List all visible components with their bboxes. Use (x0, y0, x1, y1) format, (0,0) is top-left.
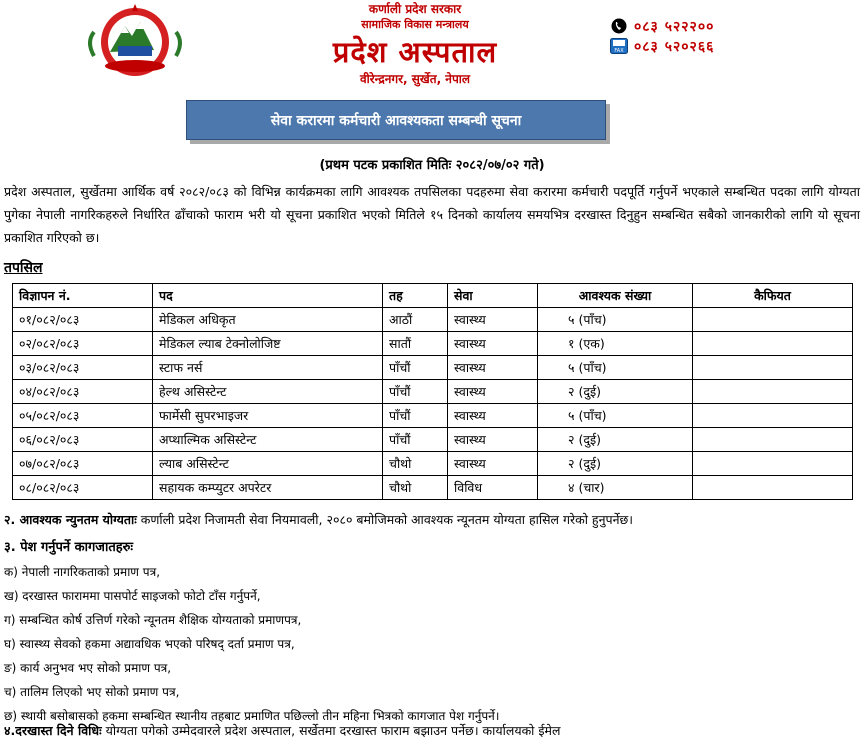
ad-no-cell: ०७/०८२/०८३ (13, 452, 153, 476)
list-item: छ) स्थायी बसोबासको हकमा सम्बन्धित स्थानीय तहबाट प्रमाणित पछिल्लो तीन महिना भित्रको कागजात पेश गर्नुपर्ने। (4, 709, 500, 723)
office-address: वीरेन्द्रनगर, सुर्खेत, नेपाल (359, 72, 471, 86)
level-cell: पाँचौं (383, 380, 448, 404)
service-cell: स्वास्थ्य (448, 308, 538, 332)
government-name: कर्णाली प्रदेश सरकार (368, 2, 462, 16)
count-cell: १ (एक) (538, 332, 693, 356)
ad-no-cell: ०८/०८२/०८३ (13, 476, 153, 500)
post-cell: अप्थाल्मिक असिस्टेन्ट (153, 428, 383, 452)
requirements-label: २. आवश्यक न्युनतम योग्यताः (4, 512, 137, 527)
count-cell: ४ (चार) (538, 476, 693, 500)
service-cell: स्वास्थ्य (448, 452, 538, 476)
ad-no-cell: ०३/०८२/०८३ (13, 356, 153, 380)
office-header (260, 2, 570, 86)
post-cell: ल्याब असिस्टेन्ट (153, 452, 383, 476)
notice-title-box (186, 100, 606, 140)
service-cell: विविध (448, 476, 538, 500)
documents-list (4, 560, 860, 728)
service-cell: स्वास्थ्य (448, 404, 538, 428)
header-required-count: आवश्यक संख्या (538, 284, 693, 308)
header-service: सेवा (448, 284, 538, 308)
table-row (13, 476, 853, 500)
hospital-title: प्रदेश अस्पताल (332, 35, 498, 69)
ad-no-cell: ०४/०८२/०८३ (13, 380, 153, 404)
level-cell: सातौं (383, 332, 448, 356)
header-remarks: कैफियत (693, 284, 853, 308)
application-method (4, 722, 864, 739)
level-cell: पाँचौं (383, 356, 448, 380)
phone-icon (610, 18, 628, 34)
post-cell: सहायक कम्प्युटर अपरेटर (153, 476, 383, 500)
table-row (13, 428, 853, 452)
list-item: क) नेपाली नागरिकताको प्रमाण पत्र, (4, 565, 161, 579)
post-cell: हेल्थ असिस्टेन्ट (153, 380, 383, 404)
count-cell: २ (दुई) (538, 428, 693, 452)
post-cell: मेडिकल ल्याब टेक्नोलोजिष्ट (153, 332, 383, 356)
remarks-cell (693, 308, 853, 332)
table-row (13, 404, 853, 428)
level-cell: पाँचौं (383, 404, 448, 428)
service-cell: स्वास्थ्य (448, 332, 538, 356)
phone-number: ०८३ ५२२२०० (634, 18, 715, 35)
remarks-cell (693, 404, 853, 428)
fax-number: ०८३ ५२०२६६ (634, 38, 715, 55)
table-row (13, 380, 853, 404)
svg-text:FAX: FAX (614, 48, 624, 54)
remarks-cell (693, 356, 853, 380)
level-cell: पाँचौं (383, 428, 448, 452)
post-cell: फार्मेसी सुपरभाइजर (153, 404, 383, 428)
ad-no-cell: ०५/०८२/०८३ (13, 404, 153, 428)
list-item: ख) दरखास्त फाराममा पासपोर्ट साइजको फोटो टाँस गर्नुपर्ने, (4, 589, 261, 603)
table-header-row (13, 284, 853, 308)
contact-block (610, 16, 714, 56)
count-cell: ५ (पाँच) (538, 308, 693, 332)
count-cell: २ (दुई) (538, 380, 693, 404)
list-item: च) तालिम लिएको भए सोको प्रमाण पत्र, (4, 685, 180, 699)
notice-title: सेवा करारमा कर्मचारी आवश्यकता सम्बन्धी सूचना (270, 112, 522, 129)
list-item: ङ) कार्य अनुभव भए सोको प्रमाण पत्र, (4, 661, 172, 675)
count-cell: ५ (पाँच) (538, 404, 693, 428)
service-cell: स्वास्थ्य (448, 428, 538, 452)
requirements-text: कर्णाली प्रदेश निजामती सेवा नियमावली, २०८० बमोजिमको आवश्यक न्यूनतम योग्यता हासिल गरेको हुनुपर्नेछ। (140, 512, 634, 527)
count-cell: २ (दुई) (538, 452, 693, 476)
service-cell: स्वास्थ्य (448, 356, 538, 380)
remarks-cell (693, 332, 853, 356)
remarks-cell (693, 428, 853, 452)
apply-text: योग्यता पगेको उम्मेदवारले प्रदेश अस्पताल, सर्खेतमा दरखास्त फाराम बझाउन पर्नेछ। कार्यालयको ईमेल (105, 723, 561, 738)
level-cell: चौथो (383, 476, 448, 500)
header-post: पद (153, 284, 383, 308)
phone-row (610, 16, 714, 36)
list-item: ग) सम्बन्धित कोर्ष उत्तिर्ण गरेको न्यूनतम शैक्षिक योग्यताको प्रमाणपत्र, (4, 613, 302, 627)
table-row (13, 452, 853, 476)
documents-heading: ३. पेश गर्नुपर्ने कागजातहरुः (4, 540, 134, 555)
table-row (13, 332, 853, 356)
ad-no-cell: ०२/०८२/०८३ (13, 332, 153, 356)
level-cell: आठौं (383, 308, 448, 332)
post-cell: मेडिकल अधिकृत (153, 308, 383, 332)
ad-no-cell: ०१/०८२/०८३ (13, 308, 153, 332)
nepal-emblem-logo (80, 2, 190, 82)
level-cell: चौथो (383, 452, 448, 476)
intro-paragraph: प्रदेश अस्पताल, सुर्खेतमा आर्थिक वर्ष २०८२/०८३ को विभिन्न कार्यक्रमका लागि आवश्यक तपसिलका पदहरुमा सेवा करारमा कर्मचारी पदपूर्ति गर्नुपर्ने भएकाले सम्बन्धित पदका लागि योग्यता पुगेका नेपाली नागरिकहरुले निर्धारित ढाँचाको फाराम भरी यो सूचना प्रकाशित भएको मितिले १५ दिनको कार्यालय समयभित्र दरखास्त दिनुहुन सम्बन्धित सबैको जानकारीको लागि यो सूचना प्रकाशित गरिएको छ। (4, 184, 860, 245)
ministry-name: सामाजिक विकास मन्त्रालय (361, 18, 469, 31)
header-ad-no: विज्ञापन नं. (13, 284, 153, 308)
remarks-cell (693, 380, 853, 404)
requirements-section (4, 511, 864, 528)
list-item: घ) स्वास्थ्य सेवको हकमा अद्यावधिक भएको परिषद् दर्ता प्रमाण पत्र, (4, 637, 295, 651)
service-cell: स्वास्थ्य (448, 380, 538, 404)
count-cell: ५ (पाँच) (538, 356, 693, 380)
fax-icon (610, 38, 628, 54)
table-caption: तपसिल (4, 260, 43, 276)
ad-no-cell: ०६/०८२/०८३ (13, 428, 153, 452)
vacancy-table (12, 283, 853, 500)
post-cell: स्टाफ नर्स (153, 356, 383, 380)
header-level: तह (383, 284, 448, 308)
table-row (13, 308, 853, 332)
remarks-cell (693, 476, 853, 500)
fax-row (610, 36, 714, 56)
published-date: (प्रथम पटक प्रकाशित मितिः २०८२/०७/०२ गते) (319, 158, 545, 173)
remarks-cell (693, 452, 853, 476)
table-row (13, 356, 853, 380)
apply-label: ४.दरखास्त दिने विधिः (4, 723, 102, 738)
